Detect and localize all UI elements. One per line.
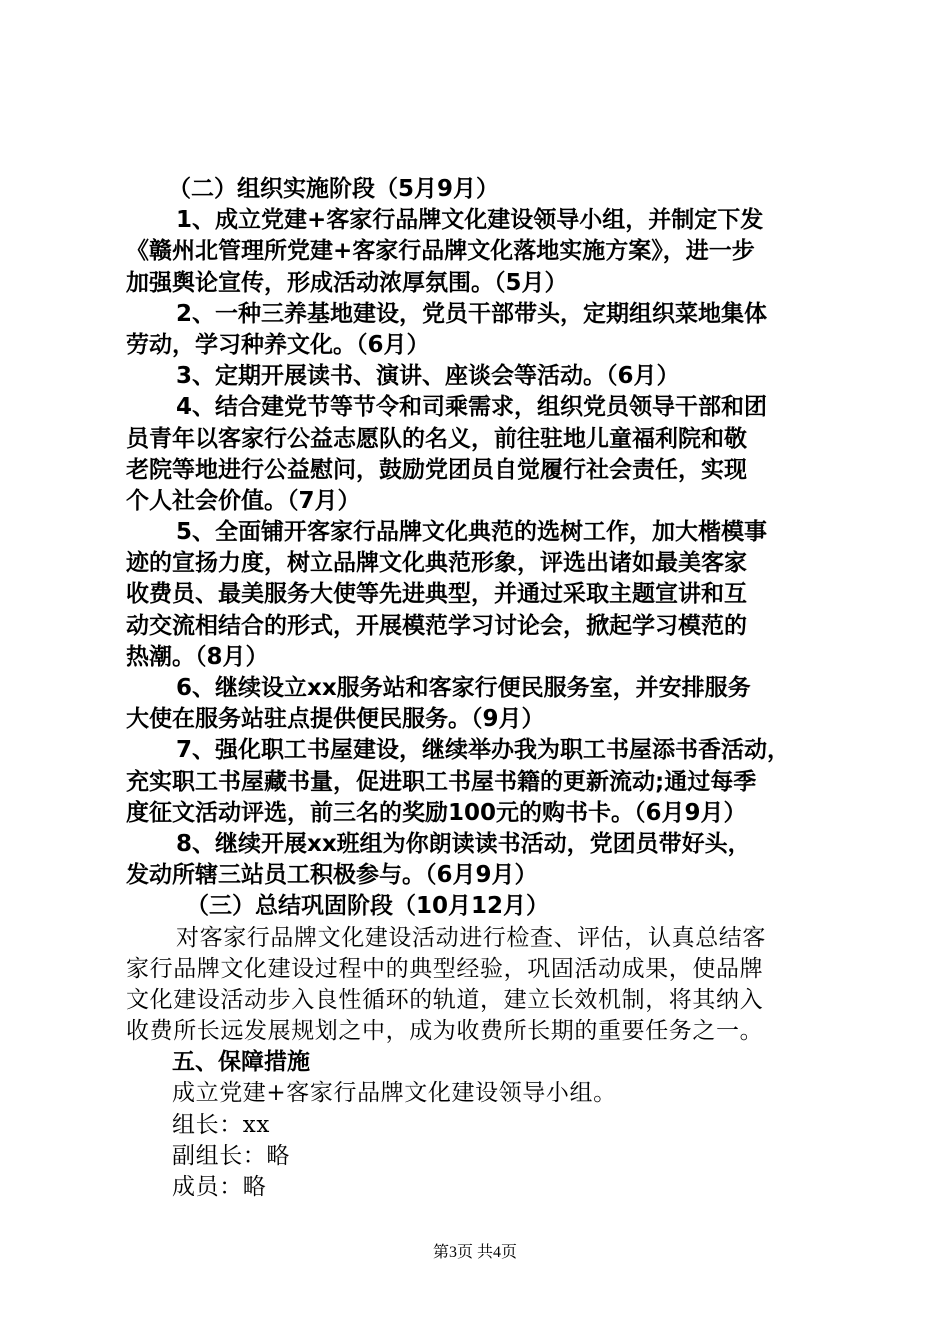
body-line: 成员：略 (172, 1174, 267, 1200)
body-line: 家行品牌文化建设过程中的典型经验，巩固活动成果，使品牌 (126, 955, 764, 982)
body-line: 收费所长远发展规划之中，成为收费所长期的重要任务之一。 (126, 1018, 764, 1045)
body-line: （三）总结巩固阶段（10月12月） (186, 893, 550, 920)
body-line: 对客家行品牌文化建设活动进行检查、评估，认真总结客 (176, 924, 766, 951)
body-line: 加强舆论宣传，形成活动浓厚氛围。（5月） (126, 269, 568, 296)
body-line: 副组长：略 (172, 1142, 290, 1169)
page-number: 第3页 共4页 (432, 1244, 517, 1261)
body-line: 热潮。（8月） (126, 643, 269, 670)
page-footer (0, 1243, 950, 1263)
body-line: 《赣州北管理所党建+客家行品牌文化落地实施方案》，进一步 (126, 238, 755, 265)
body-line: 组长：xx (172, 1111, 270, 1138)
body-line: 动交流相结合的形式，开展模范学习讨论会，掀起学习模范的 (126, 612, 747, 639)
body-line: 4、结合建党节等节令和司乘需求，组织党员领导干部和团 (176, 394, 768, 421)
body-line: 迹的宣扬力度，树立品牌文化典范形象，评选出诸如最美客家 (126, 550, 747, 577)
document-body (126, 174, 832, 1203)
body-line: 员青年以客家行公益志愿队的名义，前往驻地儿童福利院和敬 (126, 425, 747, 452)
body-line: 五、保障措施 (172, 1049, 310, 1076)
body-line: 个人社会价值。（7月） (126, 487, 361, 514)
body-line: 度征文活动评选，前三名的奖励100元的购书卡。（6月9月） (126, 799, 747, 826)
body-line: 成立党建+客家行品牌文化建设领导小组。 (172, 1080, 617, 1107)
body-line: 5、全面铺开客家行品牌文化典范的选树工作，加大楷模事 (176, 519, 768, 546)
body-line: 3、定期开展读书、演讲、座谈会等活动。（6月） (176, 363, 680, 390)
body-line: 发动所辖三站员工积极参与。（6月9月） (126, 862, 538, 889)
body-line: 6、继续设立xx服务站和客家行便民服务室，并安排服务 (176, 675, 751, 701)
body-line: 2、一种三养基地建设，党员干部带头，定期组织菜地集体 (176, 300, 768, 327)
body-line: 1、成立党建+客家行品牌文化建设领导小组，并制定下发 (176, 207, 764, 234)
body-line: 8、继续开展xx班组为你朗读读书活动，党团员带好头， (176, 830, 751, 857)
body-line: 文化建设活动步入良性循环的轨道，建立长效机制，将其纳入 (126, 986, 764, 1013)
body-line: 大使在服务站驻点提供便民服务。（9月） (126, 706, 545, 733)
body-line: 老院等地进行公益慰问，鼓励党团员自觉履行社会责任，实现 (126, 456, 747, 483)
body-line: （二）组织实施阶段（5月9月） (168, 176, 500, 202)
body-line: 7、强化职工书屋建设，继续举办我为职工书屋添书香活动， (176, 737, 791, 764)
body-line: 充实职工书屋藏书量，促进职工书屋书籍的更新流动;通过每季 (126, 768, 757, 795)
body-line: 劳动，学习种养文化。（6月） (126, 331, 430, 358)
body-line: 收费员、最美服务大使等先进典型，并通过采取主题宣讲和互 (126, 581, 747, 608)
